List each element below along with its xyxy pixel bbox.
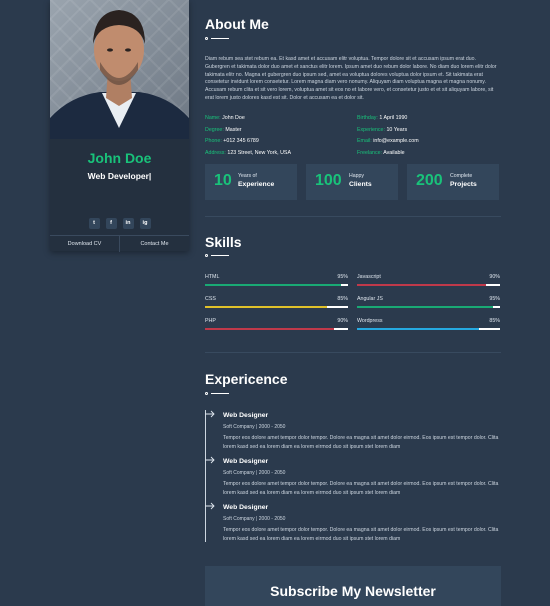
timeline-company: Soft Company | 2000 - 2050 (223, 470, 286, 476)
timeline-title: Web Designer (223, 412, 269, 419)
skill-php: PHP 90% (205, 318, 348, 330)
contact-me-button[interactable]: Contact Me (119, 236, 189, 252)
profile-role: Web Developer| (87, 171, 152, 181)
skill-angularjs: Angular JS 95% (357, 296, 500, 308)
social-links (50, 218, 189, 229)
twitter-icon[interactable]: t (89, 218, 100, 229)
arrow-right-icon (205, 502, 215, 510)
skill-css: CSS 85% (205, 296, 348, 308)
section-divider (205, 216, 501, 217)
about-text: Diam rebum sea stet rebum ea. Et kasd amet et accusam elitr voluptua. Tempor dolore sit et accusam ipsum erat duo. Gubergren et takimata dolor duo amet et sanctus elitr lorem. Ipsum amet duo rebum dolor labore. No diam duo lorem elitr dolor takimata elitr no. Magna et gubergren duo ipsum sed, amet ea voluptua dolores voluptua dolor ipsum et. Sit takimata erat consetetur invidunt lorem consetetur. Lorem magna diam vero nonumy. Aliquyam diam voluptua magna et magna nonumy. Accusam rebum clita et sit vero lorem, voluptua amet sit eos no et labore vero, et consetetur justo et et sit aliquyam labore, sit erat lorem justo dolores kasd est sit. Dolor et accusam ea et dolor sit. (205, 56, 497, 101)
info-degree: Degree: Master (205, 126, 242, 133)
timeline-description: Tempor eos dolore amet tempor dolor tempor. Dolore ea magna sit amet dolor eirmod. Eos ipsum est tempor dolor. Clita lorem kasd sed ea lorem diam ea lorem eirmod duo sit ipsum stet lorem diam (223, 435, 499, 450)
info-name: Name: John Doe (205, 115, 245, 121)
info-address: Address: 123 Street, New York, USA (205, 149, 291, 156)
skill-html: HTML 95% (205, 274, 348, 286)
timeline-line (205, 410, 206, 542)
profile-card (50, 0, 189, 251)
skill-wordpress: Wordpress 85% (357, 318, 500, 330)
skill-javascript: Javascript 90% (357, 274, 500, 286)
title-underline (205, 253, 229, 259)
about-title: About Me (205, 16, 269, 32)
arrow-right-icon (205, 410, 215, 418)
timeline-description: Tempor eos dolore amet tempor dolor tempor. Dolore ea magna sit amet dolor eirmod. Eos ipsum est tempor dolor. Clita lorem kasd sed ea lorem diam ea lorem eirmod duo sit ipsum stet lorem diam (223, 481, 499, 496)
stat-projects: 200 Complete Projects (407, 164, 499, 200)
download-cv-button[interactable]: Download CV (67, 241, 102, 247)
info-experience: Experience: 10 Years (357, 126, 408, 133)
section-divider (205, 352, 501, 353)
title-underline (205, 36, 229, 42)
stat-clients: 100 Happy Clients (306, 164, 398, 200)
info-birthday: Birthday: 1 April 1990 (357, 115, 408, 121)
info-left (205, 113, 350, 159)
timeline-title: Web Designer (223, 458, 269, 465)
facebook-icon[interactable]: f (106, 218, 117, 229)
timeline-company: Soft Company | 2000 - 2050 (223, 516, 286, 522)
info-right (357, 113, 502, 159)
profile-actions (50, 235, 189, 252)
timeline-company: Soft Company | 2000 - 2050 (223, 424, 286, 430)
instagram-icon[interactable]: ig (140, 218, 151, 229)
arrow-right-icon (205, 456, 215, 464)
info-email[interactable]: Email: info@example.com (357, 138, 419, 144)
newsletter-title: Subscribe My Newsletter (270, 583, 436, 599)
info-phone: Phone: +012 345 6789 (205, 138, 259, 144)
profile-name: John Doe (87, 150, 152, 166)
profile-photo (50, 0, 189, 139)
skills-title: Skills (205, 234, 242, 250)
title-underline (205, 391, 229, 397)
stat-experience: 10 Years of Experience (205, 164, 297, 200)
timeline-title: Web Designer (223, 504, 269, 511)
timeline-description: Tempor eos dolore amet tempor dolor tempor. Dolore ea magna sit amet dolor eirmod. Eos ipsum est tempor dolor. Clita lorem kasd sed ea lorem diam ea lorem eirmod duo sit ipsum stet lorem diam (223, 527, 499, 542)
linkedin-icon[interactable]: in (123, 218, 134, 229)
newsletter-section (205, 566, 501, 606)
info-freelance: Freelance: Available (357, 149, 405, 156)
experience-title: Expericence (205, 371, 288, 387)
